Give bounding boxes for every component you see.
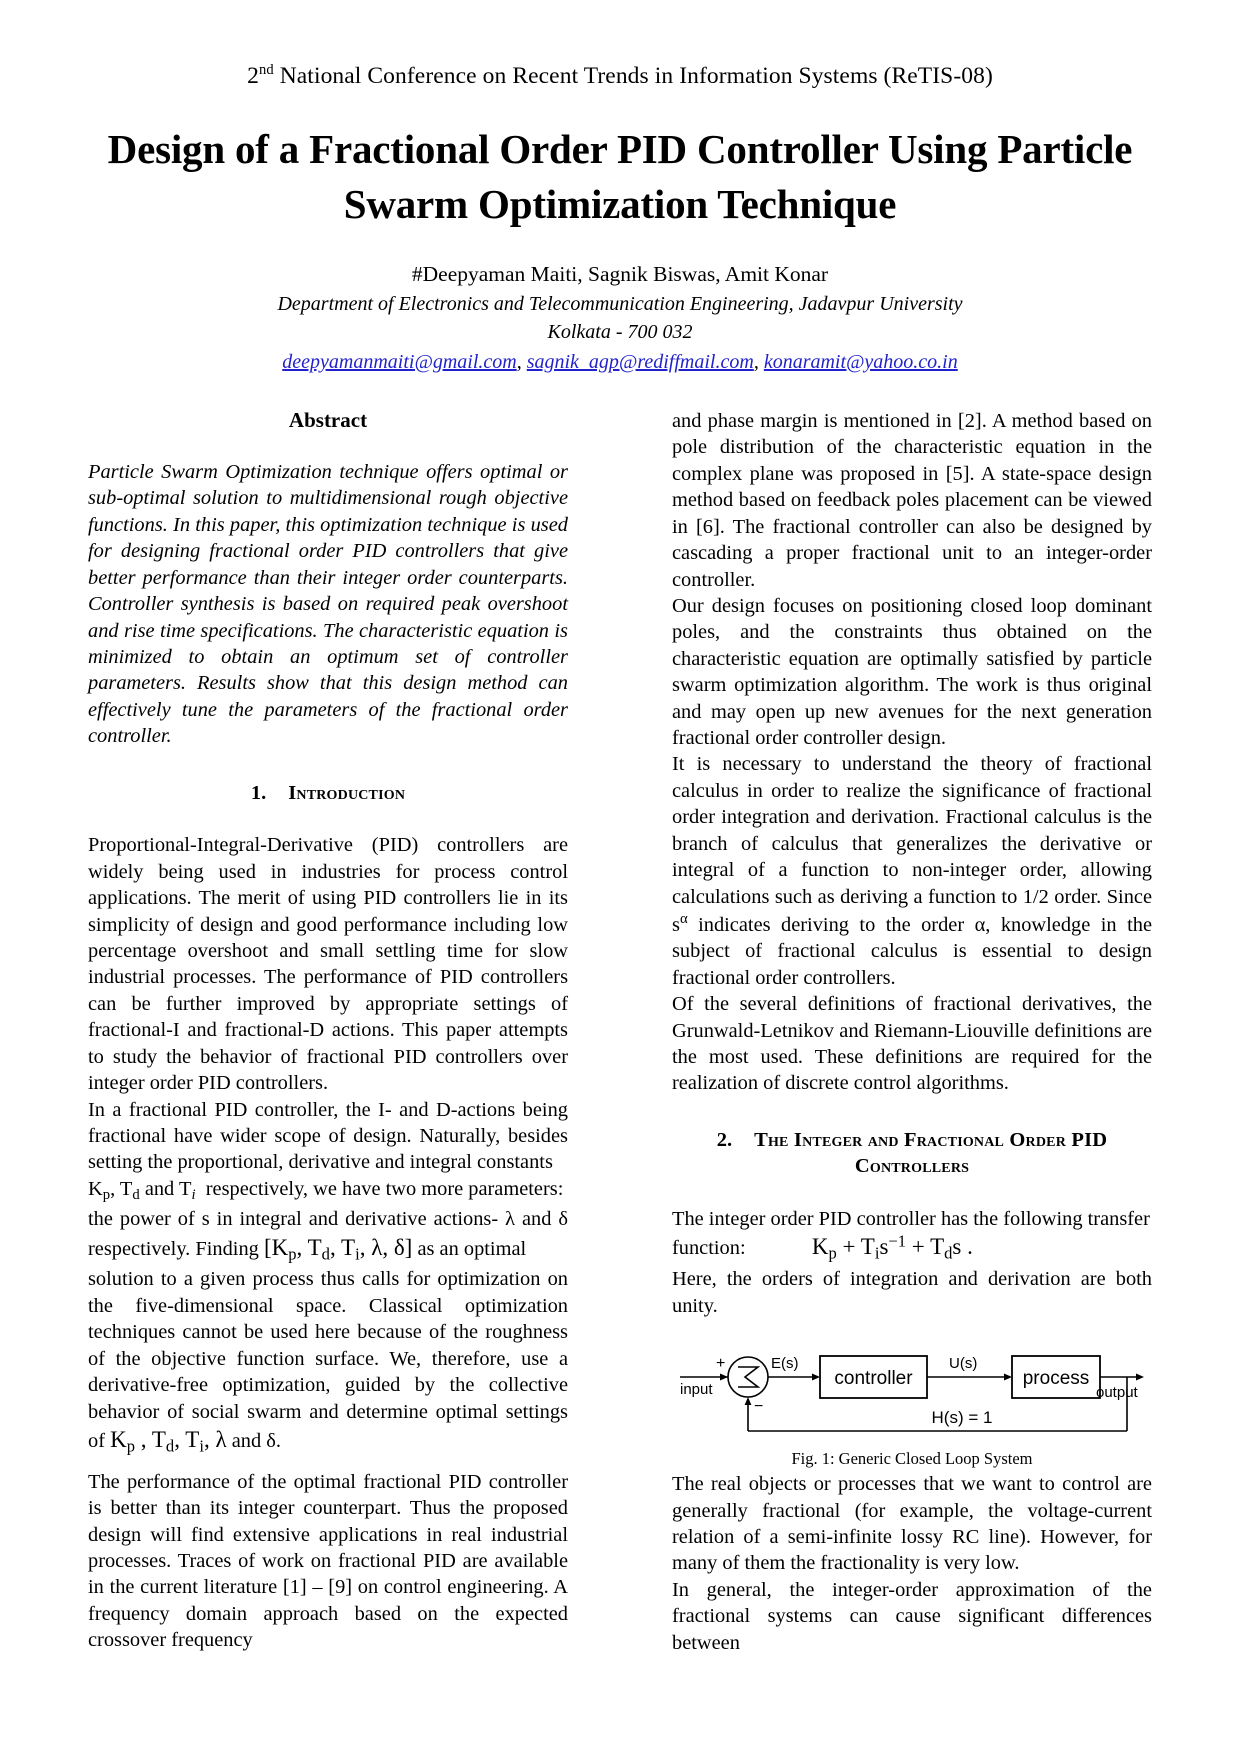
- label-process: process: [1022, 1368, 1090, 1390]
- email-link-1[interactable]: deepyamanmaiti@gmail.com: [282, 350, 517, 373]
- section-heading-pid-controllers: [672, 1127, 1152, 1180]
- label-controller: controller: [834, 1368, 913, 1390]
- figure-1-caption: Fig. 1: Generic Closed Loop System: [791, 1449, 1033, 1469]
- right-paragraph-3: [672, 751, 1152, 991]
- section-title-2-line2: Controllers: [854, 1155, 970, 1178]
- page-title: Design of a Fractional Order PID Controller Using Particle Swarm Optimization Technique: [107, 126, 1133, 227]
- intro-paragraph-3: The performance of the optimal fractional PID controller is better than its integer counterpart. Thus the proposed design will find extensive applications in real industrial processes. Traces of work on fractional PID are available in the current literature [1] – [9] on control engineering. A frequency domain approach based on the expected crossover frequency: [88, 1470, 568, 1652]
- abstract-text: Particle Swarm Optimization technique offers optimal or sub-optimal solution to multidimensional rough objective functions. In this paper, this optimization technique is used for designing fractional order PID controllers that give better performance than their integer order counterparts. Controller synthesis is based on required peak overshoot and rise time specifications. The characteristic equation is minimized to obtain an optimum set of controller parameters. Results show that this design method can effectively tune the parameters of the fractional order controller.: [88, 461, 568, 748]
- right-column: [672, 408, 1152, 1656]
- section-heading-introduction: [88, 780, 568, 807]
- intro-paragraph-2-part5: [88, 1266, 568, 1454]
- label-output: output: [1096, 1384, 1138, 1402]
- intro-delta-tail: and δ.: [231, 1429, 281, 1452]
- math-and-1: and: [139, 1177, 179, 1200]
- section-number-1: 1.: [250, 781, 267, 804]
- right-paragraph-1: and phase margin is mentioned in [2]. A method based on pole distribution of the characteristic equation in the complex plane was proposed in [5]. A state-space design method based on feedback poles placement can be viewed in [6]. The fractional controller can also be designed by cascading a proper fractional unit to an integer-order controller.: [672, 410, 1152, 591]
- intro-swarm-text: solution to a given process thus calls for optimization on the five-dimensional space. Classical optimization techniques cannot be used here because of the roughness of the objective function surface. We, therefore, use a derivative-free optimization, guided by the collective behavior of social swarm and determine optimal settings of: [88, 1268, 568, 1452]
- affiliation: Department of Electronics and Telecommunication Engineering, Jadavpur University: [277, 292, 963, 315]
- label-u-signal: U(s): [949, 1355, 978, 1373]
- label-minus-sign: −: [754, 1398, 764, 1416]
- city-postal: Kolkata - 700 032: [547, 321, 693, 344]
- conference-name: National Conference on Recent Trends in Information Systems (ReTIS-08): [273, 63, 993, 89]
- right-paragraph-3-head: It is necessary to understand the theory of fractional calculus in order to realize the significance of fractional order integration and derivation. Fractional calculus is the branch of calculus that generalizes the derivative or integral of a function to non-integer order, allowing calculations such as deriving a function to 1/2 order. Since s: [672, 753, 1152, 936]
- running-header: [0, 0, 1240, 91]
- alpha-exponent: α: [679, 911, 688, 928]
- email-separator-2: ,: [753, 350, 764, 373]
- symbol-ti: $T_i$: [179, 1177, 196, 1203]
- symbol-td: $T_d$: [119, 1177, 140, 1203]
- intro-lambda-delta-text: the power of s in integral and derivative actions- λ and δ respectively. Finding: [88, 1208, 568, 1260]
- right-paragraph-4: Of the several definitions of fractional derivatives, the Grunwald-Letnikov and Riemann-Liouville definitions are the most used. These definitions are required for the realization of discrete control algorithms.: [672, 993, 1152, 1095]
- symbol-kp: $K_p$: [88, 1177, 111, 1203]
- conference-ordinal-suffix: nd: [258, 62, 274, 79]
- right-paragraph-2: Our design focuses on positioning closed loop dominant poles, and the constraints thus obtained on the characteristic equation are optimally satisfied by particle swarm optimization algorithm. The work is thus original and may open up new avenues for the next generation fractional order controller design.: [672, 594, 1152, 750]
- label-input: input: [680, 1381, 713, 1399]
- intro-paragraph-2-part1: In a fractional PID controller, the I- and D-actions being fractional have wider scope of design. Naturally, besides setting the proportional, derivative and integral constants: [88, 1098, 568, 1174]
- math-comma-1: ,: [110, 1177, 120, 1200]
- sec2-after-equation: Here, the orders of integration and derivation are both unity.: [672, 1268, 1152, 1317]
- label-plus-sign: +: [716, 1355, 726, 1373]
- intro-paragraph-1: Proportional-Integral-Derivative (PID) controllers are widely being used in industries for process control applications. The merit of using PID controllers lie in its simplicity of design and good performance including low percentage overshoot and small settling time for slow industrial processes. The performance of PID controllers can be further improved by appropriate settings of fractional-I and fractional-D actions. This paper attempts to study the behavior of fractional PID controllers over integer order PID controllers.: [88, 834, 568, 1095]
- section-title-2-line1: The Integer and Fractional Order PID: [754, 1128, 1108, 1151]
- abstract-heading: Abstract: [288, 408, 368, 432]
- label-error-signal: E(s): [771, 1355, 799, 1373]
- sec2-after-figure: The real objects or processes that we want to control are generally fractional (for example, the voltage-current relation of a semi-infinite lossy RC line). However, for many of them the fractionality is very low.: [672, 1473, 1152, 1575]
- body-columns: [88, 408, 1152, 1698]
- pid-transfer-function: $K_p + T_is^{-1} + T_ds$ .: [811, 1232, 973, 1264]
- figure-1: [672, 1337, 1152, 1469]
- section-number-2: 2.: [716, 1128, 733, 1151]
- intro-math-tail: respectively, we have two more parameters:: [205, 1177, 564, 1200]
- author-names: #Deepyaman Maiti, Sagnik Biswas, Amit Konar: [411, 262, 829, 287]
- email-separator-1: ,: [516, 350, 527, 373]
- function-label: function:: [672, 1237, 746, 1260]
- closed-loop-block-diagram: [672, 1337, 1152, 1442]
- section-title-1: Introduction: [288, 781, 406, 804]
- sec2-last-paragraph: In general, the integer-order approximation of the fractional systems can cause significant differences between: [672, 1578, 1152, 1654]
- email-link-3[interactable]: konaramit@yahoo.co.in: [763, 350, 958, 373]
- author-block: [0, 259, 1240, 376]
- intro-optimal-text: as an optimal: [417, 1237, 527, 1260]
- label-feedback-transfer: H(s) = 1: [931, 1408, 993, 1428]
- sec2-lead-in: The integer order PID controller has the following transfer: [672, 1208, 1150, 1231]
- right-paragraph-3-tail: indicates deriving to the order α, knowledge in the subject of fractional calculus is essential to design fractional order controllers.: [672, 913, 1152, 989]
- intro-math-constants-line: [88, 1176, 568, 1202]
- email-list: [0, 348, 1240, 376]
- left-column: [88, 408, 568, 1654]
- intro-paragraph-2-part3: [88, 1206, 568, 1262]
- optimal-settings-symbols: $K_p$ , $T_d$, $T_i$, λ: [110, 1426, 227, 1456]
- conference-number: 2: [247, 63, 259, 89]
- email-link-2[interactable]: sagnik_agp@rediffmail.com: [526, 350, 754, 373]
- sec2-equation-line: [672, 1232, 1152, 1262]
- parameter-vector: [$K_p$, $T_d$, $T_i$, λ, δ]: [263, 1234, 413, 1264]
